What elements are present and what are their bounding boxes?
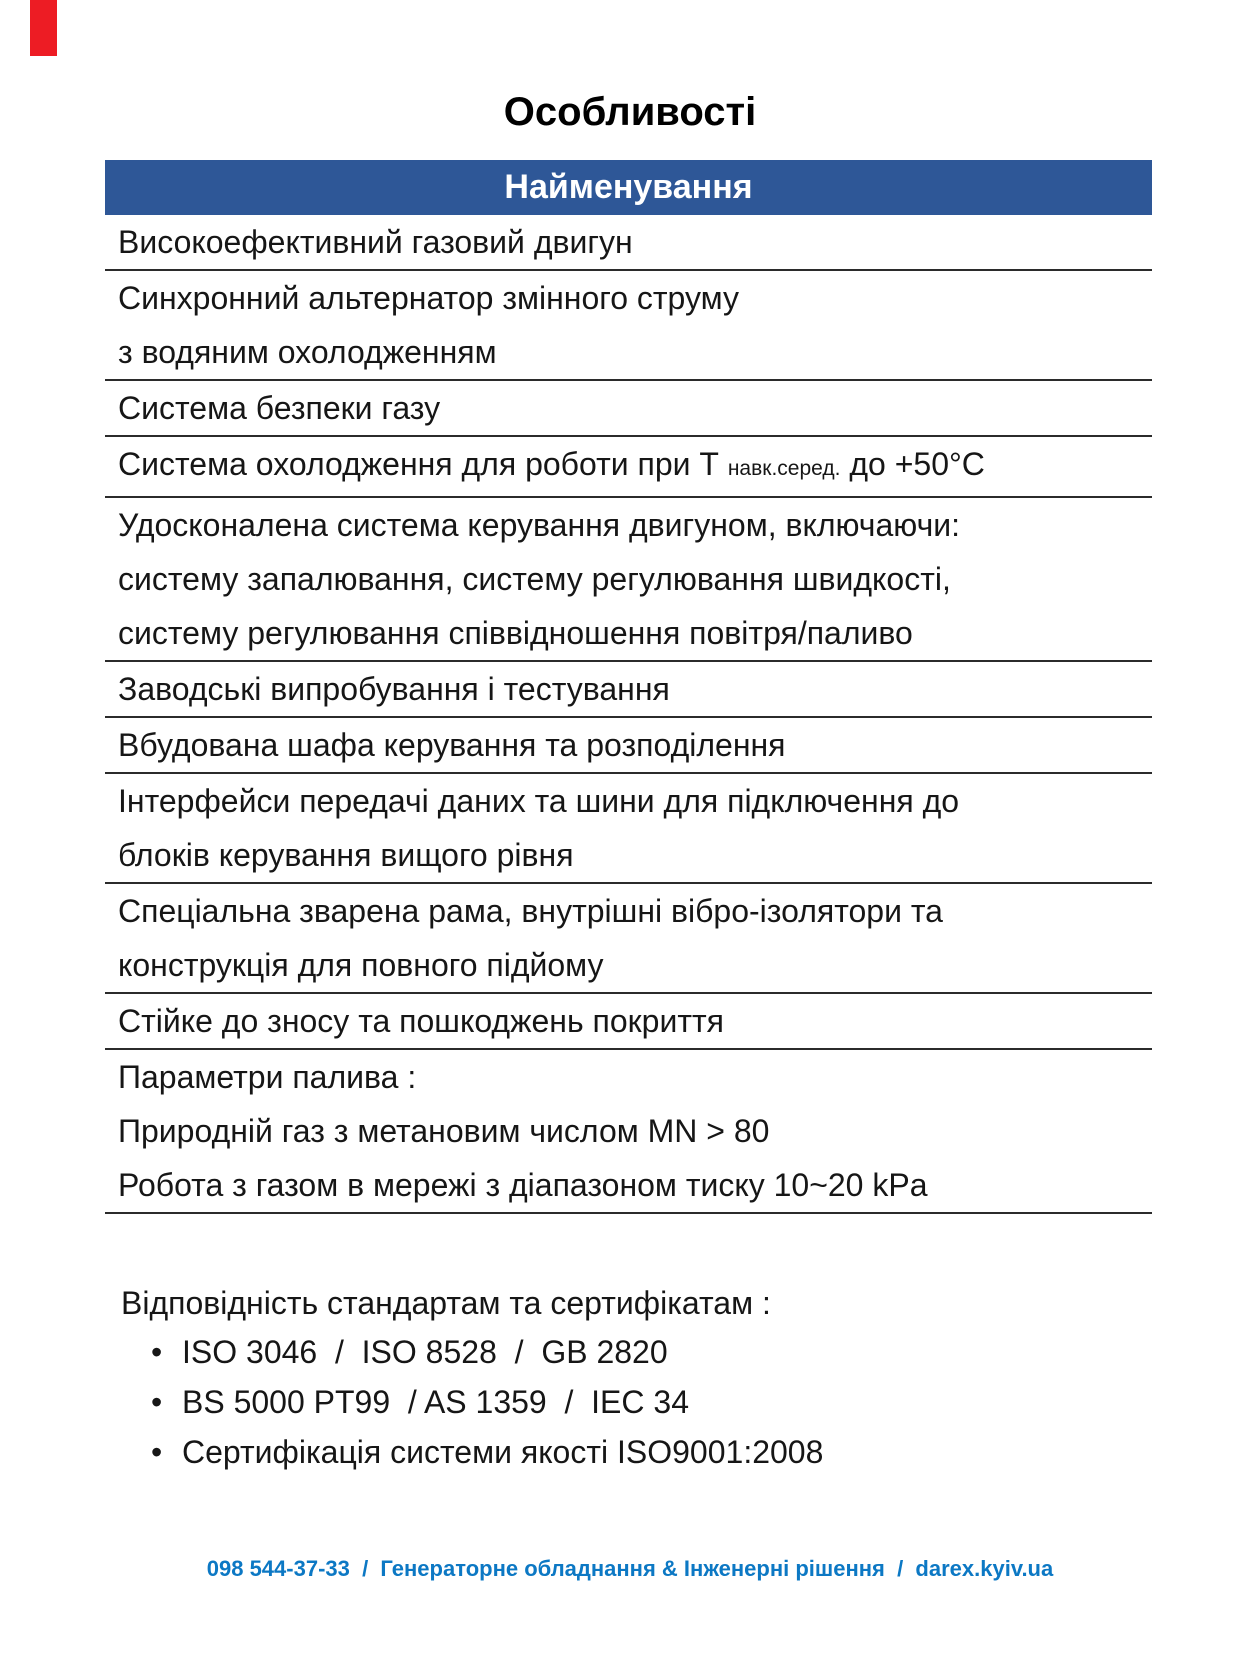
table-row <box>105 437 1152 498</box>
row-line <box>118 437 1152 496</box>
row-text: блоків керування вищого рівня <box>118 837 574 873</box>
row-text: Інтерфейси передачі даних та шини для підключення до <box>118 783 960 819</box>
table-row <box>105 381 1152 437</box>
bullet-list <box>121 1327 1151 1477</box>
row-line <box>118 271 1152 325</box>
table-row <box>105 1050 1152 1214</box>
list-item <box>121 1427 1151 1477</box>
footer: 098 544-37-33 / Генераторне обладнання & Інженерні рішення / darex.kyiv.ua <box>206 1556 1054 1581</box>
row-text: Система охолодження для роботи при Т <box>118 446 728 482</box>
row-line <box>118 1104 1152 1158</box>
list-item <box>121 1377 1151 1427</box>
list-item <box>121 1327 1151 1377</box>
row-text: Система безпеки газу <box>118 390 441 426</box>
list-item-label: BS 5000 PT99 / AS 1359 / IEC 34 <box>182 1384 689 1420</box>
row-text: систему запалювання, систему регулювання швидкості, <box>118 561 951 597</box>
table-row <box>105 884 1152 994</box>
list-item-label: ISO 3046 / ISO 8528 / GB 2820 <box>182 1334 668 1370</box>
row-line <box>118 662 1152 716</box>
table-row <box>105 215 1152 271</box>
row-line <box>118 606 1152 660</box>
table-row <box>105 718 1152 774</box>
bullet-icon: • <box>151 1434 163 1470</box>
row-line <box>118 215 1152 269</box>
row-text: систему регулювання співвідношення повітря/паливо <box>118 615 913 651</box>
table-row <box>105 271 1152 381</box>
table-row <box>105 994 1152 1050</box>
row-text: Заводські випробування і тестування <box>118 671 670 707</box>
table-header: Найменування <box>105 160 1152 215</box>
row-text: конструкція для повного підйому <box>118 947 604 983</box>
row-line <box>118 884 1152 938</box>
row-text: Високоефективний газовий двигун <box>118 224 633 260</box>
corner-red-mark <box>30 0 57 56</box>
row-line <box>118 1158 1152 1212</box>
row-text: з водяним охолодженням <box>118 334 497 370</box>
standards-section <box>121 1283 1151 1477</box>
row-line <box>118 718 1152 772</box>
bullet-icon: • <box>151 1334 163 1370</box>
row-line <box>118 774 1152 828</box>
row-text: Удосконалена система керування двигуном, включаючи: <box>118 507 960 543</box>
row-line <box>118 938 1152 992</box>
features-table <box>105 160 1152 1214</box>
standards-heading: Відповідність стандартам та сертифікатам : <box>121 1285 771 1321</box>
row-line <box>118 325 1152 379</box>
row-line <box>118 994 1152 1048</box>
row-text: Природній газ з метановим числом MN > 80 <box>118 1113 770 1149</box>
page-title: Особливості <box>503 90 757 134</box>
row-line <box>118 1050 1152 1104</box>
list-item-label: Сертифікація системи якості ISO9001:2008 <box>182 1434 824 1470</box>
row-text: Робота з газом в мережі з діапазоном тиску 10~20 kPa <box>118 1167 928 1203</box>
row-line <box>118 828 1152 882</box>
row-line <box>118 498 1152 552</box>
row-text: Параметри палива : <box>118 1059 417 1095</box>
row-line <box>118 381 1152 435</box>
row-text: Вбудована шафа керування та розподілення <box>118 727 786 763</box>
row-text: до +50°C <box>840 446 985 482</box>
subscript-text: навк.серед. <box>727 457 841 480</box>
row-text: Спеціальна зварена рама, внутрішні вібро-ізолятори та <box>118 893 943 929</box>
row-text: Стійке до зносу та пошкоджень покриття <box>118 1003 724 1039</box>
bullet-icon: • <box>151 1384 163 1420</box>
table-row <box>105 662 1152 718</box>
table-body <box>105 215 1152 1214</box>
row-text: Синхронний альтернатор змінного струму <box>118 280 739 316</box>
table-row <box>105 774 1152 884</box>
row-line <box>118 552 1152 606</box>
table-row <box>105 498 1152 662</box>
